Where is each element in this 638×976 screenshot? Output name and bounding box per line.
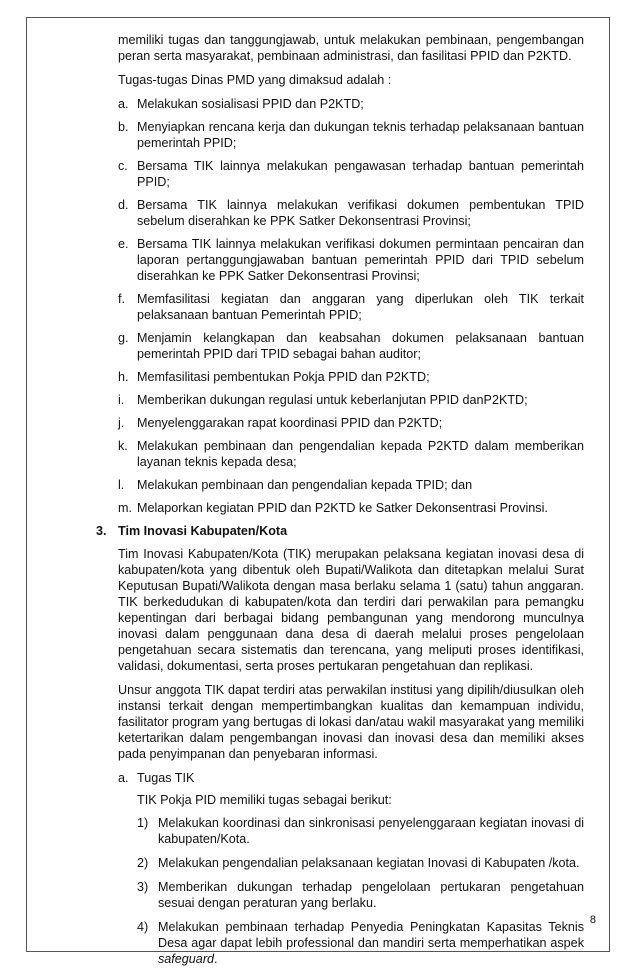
section-number: 3. — [96, 524, 107, 538]
list-item — [96, 879, 584, 911]
tik-membership-paragraph: Unsur anggota TIK dapat terdiri atas perwakilan institusi yang dipilih/diusulkan oleh instansi terkait dengan mempertimbangkan kualitas dan kemampuan individu, fasilitator program yang bertugas di lokasi dan/atau wakil masyarakat yang memiliki ketertarikan dalam pengembangan inovasi dan inovasi desa dan memiliki akses pada penyimpanan dan penyebaran informasi. — [118, 683, 584, 761]
list-marker: b. — [118, 120, 129, 134]
list-marker: j. — [118, 416, 125, 430]
list-item — [96, 369, 584, 385]
list-item-text: Melakukan pembinaan terhadap Penyedia Peningkatan Kapasitas Teknis Desa agar dapat lebih professional dan mandiri serta memperhatikan aspek — [158, 920, 584, 950]
document-body — [96, 32, 584, 975]
subsection-title: Tugas TIK — [137, 771, 195, 785]
list-marker: a. — [118, 97, 129, 111]
list-marker: 3) — [137, 880, 149, 894]
list-item-text: Melakukan pembinaan dan pengendalian kepada TPID; dan — [137, 478, 473, 492]
list-marker: 4) — [137, 920, 149, 934]
list-item-text: Menyelenggarakan rapat koordinasi PPID dan P2KTD; — [137, 416, 443, 430]
list-item — [96, 415, 584, 431]
list-item-text: Memberikan dukungan regulasi untuk keberlanjutan PPID danP2KTD; — [137, 393, 528, 407]
list-marker: 2) — [137, 856, 149, 870]
list-item — [96, 919, 584, 967]
subsection-marker: a. — [118, 771, 129, 785]
list-item-text: Memberikan dukungan terhadap pengelolaan pertukaran pengetahuan sesuai dengan peraturan yang berlaku. — [158, 880, 584, 910]
list-item-text: Melakukan koordinasi dan sinkronisasi penyelenggaraan kegiatan inovasi di kabupaten/Kota. — [158, 816, 584, 846]
list-item-text: Bersama TIK lainnya melakukan verifikasi dokumen permintaan pencairan dan laporan pertanggungjawaban bantuan pemerintah PPID dari TPID sebelum diserahkan ke PPK Satker Dekonsentrasi Provinsi; — [137, 237, 584, 283]
tasks-intro: Tugas-tugas Dinas PMD yang dimaksud adalah : — [118, 73, 392, 87]
subsection-heading — [96, 770, 584, 786]
list-item-text: Menjamin kelangkapan dan keabsahan dokumen pelaksanaan bantuan pemerintah PPID dari TPID sebagai bahan auditor; — [137, 331, 584, 361]
page-number: 8 — [589, 914, 596, 926]
list-marker: d. — [118, 198, 129, 212]
list-item — [96, 197, 584, 229]
list-item-text: Bersama TIK lainnya melakukan pengawasan terhadap bantuan pemerintah PPID; — [137, 159, 584, 189]
list-item-text: Melakukan sosialisasi PPID dan P2KTD; — [137, 97, 364, 111]
section-title: Tim Inovasi Kabupaten/Kota — [118, 524, 288, 538]
list-item — [96, 438, 584, 470]
list-item-text: Memfasilitasi pembentukan Pokja PPID dan P2KTD; — [137, 370, 430, 384]
list-item-text: Bersama TIK lainnya melakukan verifikasi dokumen pembentukan TPID sebelum diserahkan ke PPK Satker Dekonsentrasi Provinsi; — [137, 198, 584, 228]
list-marker: k. — [118, 439, 128, 453]
tik-definition-paragraph: Tim Inovasi Kabupaten/Kota (TIK) merupakan pelaksana kegiatan inovasi desa di kabupaten/kota yang dibentuk oleh Bupati/Walikota dan ditetapkan melalui Surat Keputusan Bupati/Walikota dengan masa berlaku selama 1 (satu) tahun anggaran. TIK berkedudukan di kabupaten/kota dan terdiri dari perwakilan para pemangku kepentingan dari berbagai bidang pembangunan yang mendorong munculnya inovasi dalam penggunaan dana desa di daerah melalui proses pengelolaan pengetahuan secara sistematis dan terencana, yang meliputi proses identifikasi, validasi, dokumentasi, serta proses pertukaran pengetahuan dan replikasi. — [118, 547, 584, 673]
tik-task-list — [96, 815, 584, 967]
list-marker: e. — [118, 237, 129, 251]
list-item — [96, 855, 584, 871]
list-item — [96, 330, 584, 362]
list-marker: c. — [118, 159, 128, 173]
list-item — [96, 500, 584, 516]
list-marker: h. — [118, 370, 129, 384]
italic-term: safeguard — [158, 952, 215, 966]
list-item — [96, 96, 584, 112]
list-marker: i. — [118, 393, 125, 407]
list-item-tail: . — [214, 952, 218, 966]
list-item — [96, 119, 584, 151]
list-item-text: Melakukan pengendalian pelaksanaan kegiatan Inovasi di Kabupaten /kota. — [158, 856, 580, 870]
list-item-text: Melakukan pembinaan dan pengendalian kepada P2KTD dalam memberikan layanan teknis kepada desa; — [137, 439, 584, 469]
subsection-intro: TIK Pokja PID memiliki tugas sebagai berikut: — [137, 793, 392, 807]
list-item — [96, 815, 584, 847]
list-marker: m. — [118, 501, 132, 515]
list-item-text: Memfasilitasi kegiatan dan anggaran yang diperlukan oleh TIK terkait pelaksanaan bantuan Pemerintah PPID; — [137, 292, 584, 322]
list-item-text: Menyiapkan rencana kerja dan dukungan teknis terhadap pelaksanaan bantuan pemerintah PPID; — [137, 120, 584, 150]
intro-paragraph: memiliki tugas dan tanggungjawab, untuk melakukan pembinaan, pengembangan peran serta masyarakat, pembinaan administrasi, dan fasilitasi PPID dan P2KTD. — [118, 33, 584, 63]
list-marker: g. — [118, 331, 129, 345]
dinas-pmd-task-list — [96, 96, 584, 516]
list-item — [96, 392, 584, 408]
list-marker: 1) — [137, 816, 149, 830]
list-item — [96, 291, 584, 323]
list-item-text: Melaporkan kegiatan PPID dan P2KTD ke Satker Dekonsentrasi Provinsi. — [137, 501, 548, 515]
list-marker: f. — [118, 292, 125, 306]
list-item — [96, 477, 584, 493]
list-item — [96, 158, 584, 190]
list-item — [96, 236, 584, 284]
section-heading — [96, 523, 584, 539]
list-marker: l. — [118, 478, 125, 492]
